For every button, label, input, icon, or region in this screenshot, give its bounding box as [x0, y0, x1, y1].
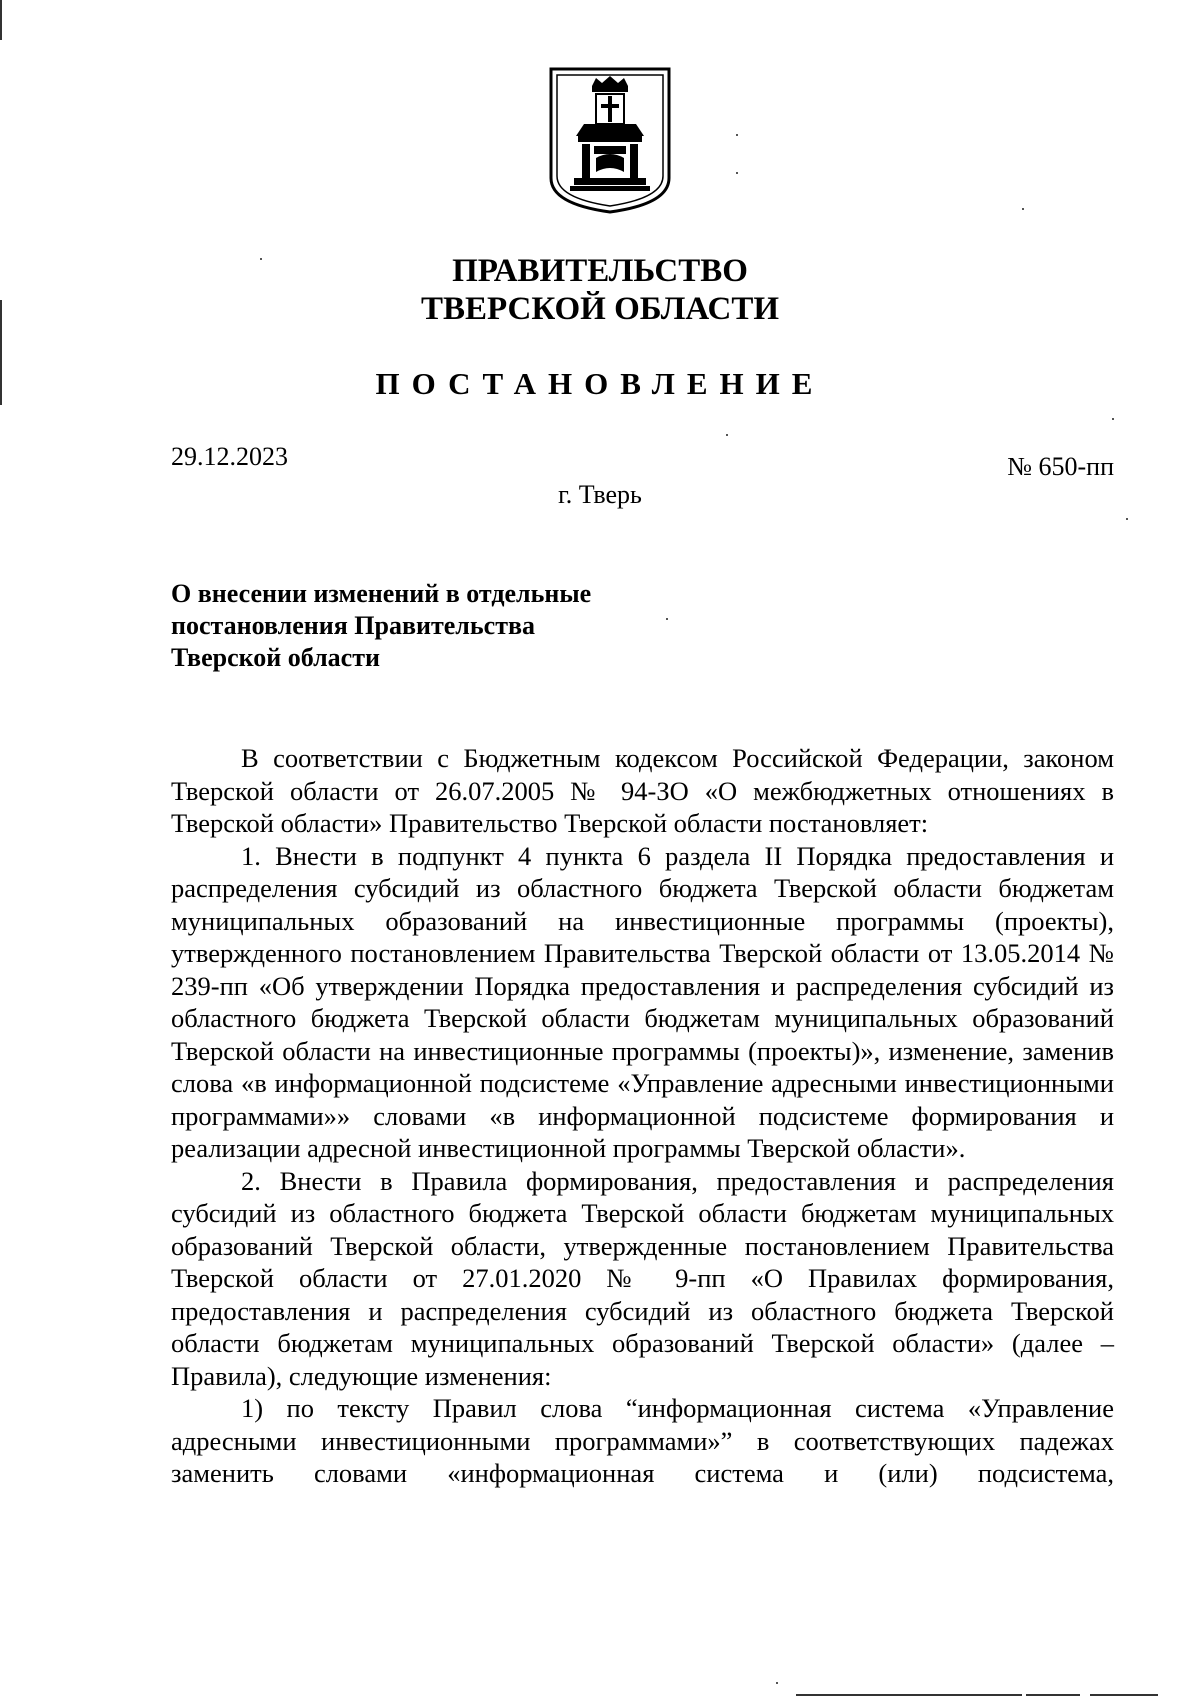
document-body — [171, 742, 1114, 1490]
scan-footer-mark — [1026, 1694, 1080, 1696]
body-paragraph-item-1: 1. Внести в подпункт 4 пункта 6 раздела II Порядка предоставления и распределения субсидий из областного бюджета Тверской области бюджетам муниципальных образований на инвестиционные программы (проекты), утвержденного постановлением Правительства Тверской области от 13.05.2014 № 239-пп «Об утверждении Порядка предоставления и распределения субсидий из областного бюджета Тверской области бюджетам муниципальных образований Тверской области на инвестиционные программы (проекты)», изменение, заменив слова «в информационной подсистеме «Управление адресными инвестиционными программами»» словами «в информационной подсистеме формирования и реализации адресной инвестиционной программы Тверской области». — [171, 840, 1114, 1163]
scan-speck — [1022, 208, 1024, 210]
subject-line2: постановления Правительства — [171, 611, 535, 640]
scan-speck — [736, 134, 738, 136]
scan-speck — [726, 434, 728, 436]
document-number: № 650-пп — [1007, 452, 1114, 481]
scan-speck — [1112, 418, 1114, 420]
scan-footer-mark — [796, 1694, 1022, 1696]
body-paragraph-preamble: В соответствии с Бюджетным кодексом Российской Федерации, законом Тверской области от 26.07.2005 № 94-ЗО «О межбюджетных отношениях в Тверской области» Правительство Тверской области постановляет: — [171, 743, 1114, 838]
scan-edge-mark — [0, 0, 2, 40]
document-type: ПОСТАНОВЛЕНИЕ — [375, 366, 825, 401]
document-subject — [171, 578, 691, 674]
organization-name — [0, 252, 1200, 328]
subject-line1: О внесении изменений в отдельные — [171, 579, 592, 608]
scan-footer-mark — [1090, 1694, 1158, 1696]
subject-line3: Тверской области — [171, 643, 380, 672]
tver-coat-of-arms-icon — [548, 66, 672, 214]
document-date: 29.12.2023 — [171, 442, 288, 471]
scan-speck — [1126, 518, 1128, 520]
organization-name-line1: ПРАВИТЕЛЬСТВО — [452, 253, 748, 289]
body-paragraph-subitem-1: 1) по тексту Правил слова “информационная система «Управление адресными инвестиционными программами»” в соответствующих падежах заменить словами «информационная система и (или) подсистема, — [171, 1393, 1114, 1488]
scan-speck — [776, 1682, 778, 1684]
organization-name-line2: ТВЕРСКОЙ ОБЛАСТИ — [420, 291, 780, 327]
body-paragraph-item-2: 2. Внести в Правила формирования, предоставления и распределения субсидий из областного бюджета Тверской области бюджетам муниципальных образований Тверской области, утвержденные постановлением Правительства Тверской области от 27.01.2020 № 9-пп «О Правилах формирования, предоставления и распределения субсидий из областного бюджета Тверской области бюджетам муниципальных образований Тверской области» (далее – Правила), следующие изменения: — [171, 1165, 1114, 1391]
scan-speck — [736, 172, 738, 174]
document-city: г. Тверь — [558, 480, 642, 509]
